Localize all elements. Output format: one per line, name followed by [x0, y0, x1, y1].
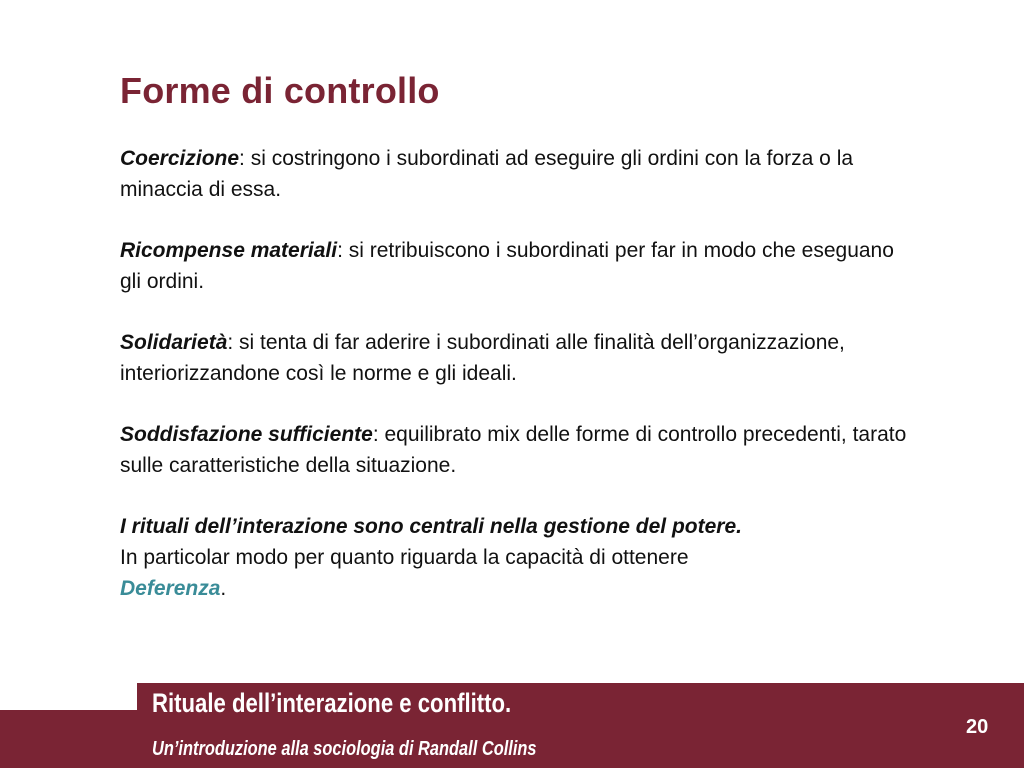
- closing-paragraph: [120, 511, 910, 604]
- slide-title: Forme di controllo: [120, 70, 440, 111]
- footer-subtitle: Un’introduzione alla sociologia di Randall Collins: [152, 738, 537, 760]
- definition-ricompense-materiali: : si retribuiscono i subordinati per far in modo che eseguano gli ordini.: [120, 239, 894, 293]
- term-soddisfazione-sufficiente: Soddisfazione sufficiente: [120, 423, 373, 446]
- term-solidarieta: Solidarietà: [120, 331, 228, 354]
- highlight-deferenza: Deferenza: [120, 577, 221, 600]
- paragraph-ricompense-materiali: [120, 235, 910, 297]
- footer-title: Rituale dell’interazione e conflitto.: [152, 688, 512, 718]
- definition-solidarieta: : si tenta di far aderire i subordinati alle finalità dell’organizzazione, interiorizzandone così le norme e gli ideali.: [120, 331, 845, 385]
- definition-coercizione: : si costringono i subordinati ad eseguire gli ordini con la forza o la minaccia di essa.: [120, 147, 854, 201]
- slide-content: [120, 143, 910, 604]
- paragraph-coercizione: [120, 143, 910, 205]
- definition-soddisfazione-sufficiente: : equilibrato mix delle forme di controllo precedenti, tarato sulle caratteristiche della situazione.: [120, 423, 907, 477]
- closing-emphasis: I rituali dell’interazione sono centrali nella gestione del potere.: [120, 515, 742, 538]
- term-ricompense-materiali: Ricompense materiali: [120, 239, 338, 262]
- page-number: 20: [966, 716, 989, 738]
- paragraph-soddisfazione-sufficiente: [120, 419, 910, 481]
- term-coercizione: Coercizione: [120, 147, 240, 170]
- paragraph-solidarieta: [120, 327, 910, 389]
- closing-period: .: [220, 577, 227, 600]
- closing-text: In particolar modo per quanto riguarda la capacità di ottenere: [120, 546, 689, 569]
